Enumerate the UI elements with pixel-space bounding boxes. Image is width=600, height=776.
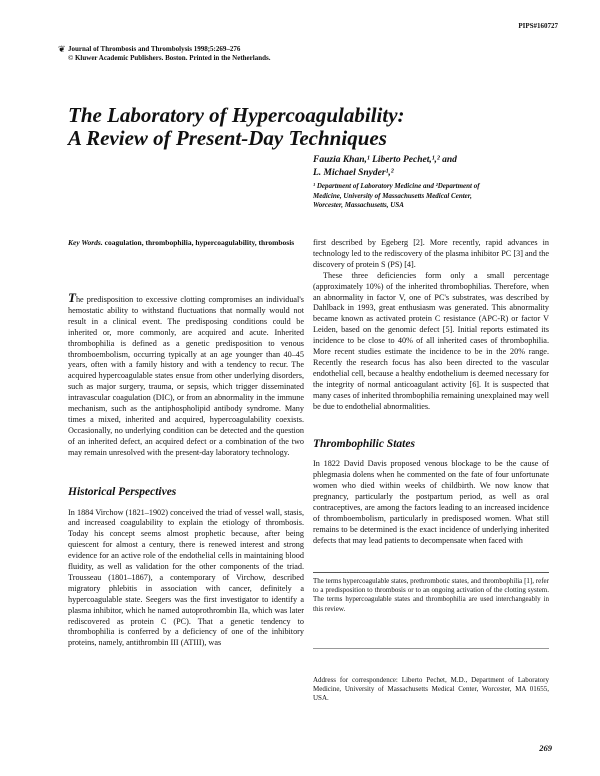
journal-citation: Journal of Thrombosis and Thrombolysis 1998;5:269–276: [68, 45, 241, 53]
keywords-label: Key Words.: [68, 238, 103, 247]
intro-paragraph: The predisposition to excessive clotting compromises an individual's hemostatic ability to withstand fluctuations that normally would not result in a clinical event. The predisposing conditions could be inherited or, more commonly, are acquired and acute. Inherited thrombophilia is defined as a genetic predisposition to venous thromboembolism, occurring typically at an age younger than 40–45 years, often with a family history and with a tendency to recur. The acquired hypercoagulable states ensue from other underlying disorders, such as major surgery, trauma, or sepsis, which trigger disseminated intravascular coagulation (DIC), or from an abnormality in the immune mechanism, such as the antiphospholipid antibody syndrome. Many times a mixed, inherited and acquired, hypercoagulability coexists. Occasionally, no underlying condition can be detected and the question of an inherited defect, an acquired defect or a combination of the two may remain unresolved with the present-day laboratory technology.: [68, 290, 304, 457]
author-list: [313, 154, 457, 180]
affiliation-line-3: Worcester, Massachusetts, USA: [313, 201, 404, 209]
pips-number: PIPS#160727: [518, 22, 558, 30]
correspondence-divider: [313, 648, 549, 649]
title-line-1: The Laboratory of Hypercoagulability:: [68, 103, 405, 127]
article-title: [68, 104, 405, 150]
right-column: [313, 238, 549, 547]
affiliation-line-1: ¹ Department of Laboratory Medicine and ²Department of: [313, 182, 480, 190]
right-paragraph-1: first described by Egeberg [2]. More recently, rapid advances in technology led to the rediscovery of the plasma inhibitor PC [3] and the discovery of protein S (PS) [4].: [313, 238, 549, 269]
right-paragraph-3: In 1822 David Davis proposed venous blockage to be the cause of phlegmasia dolens when he commented on the fate of four unfortunate women who died within weeks of childbirth. We now know that pregnancy, particularly the postpartum period, as well as oral contraceptives, are among the factors leading to an increased incidence of thromboembolism, particularly in predisposed women. What still remains to be determined is the exact incidence of underlying inherited defects that may lead patients to decompensate when faced with: [313, 459, 549, 545]
affiliation-line-2: Medicine, University of Massachusetts Medical Center,: [313, 191, 472, 200]
publisher-logo-icon: ❦: [58, 44, 66, 54]
journal-copyright: © Kluwer Academic Publishers. Boston. Printed in the Netherlands.: [68, 54, 271, 62]
affiliations: [313, 182, 553, 211]
authors-line-2: L. Michael Snyder¹,²: [313, 168, 394, 178]
right-paragraph-2: These three deficiencies form only a small percentage (approximately 10%) of the inherited thrombophilias. Therefore, when an abnormality in factor V, one of PC's substrates, was described by Dahlback in 1993, great enthusiasm was generated. This abnormality became known as activated protein C resistance (APC-R) or factor V Leiden, based on the genomic defect [5]. Initial reports estimated its incidence to be close to 40% of all inherited cases of thrombophilia. More recent studies estimate the incidence to be in the 20% range. Recently the research focus has also been directed to the vascular endothelial cell, because a healthy endothelium is deemed necessary for the integrity of normal anticoagulant activity [6]. It is suspected that many cases of inherited thrombophilia remaining unexplained may well be due to endothelial abnormalities.: [313, 270, 549, 411]
keywords-list: coagulation, thrombophilia, hypercoagulability, thrombosis: [104, 238, 295, 247]
historical-paragraph: In 1884 Virchow (1821–1902) conceived the triad of vessel wall, stasis, and increased coagulability to explain the etiology of thrombosis. Today his concept seems almost prophetic because, after being quiescent for almost a century, there is renewed interest and strong evidence for an active role of the endothelial cells in maintaining blood fluidity, as well as validation for the other components of the triad. Trousseau (1801–1867), a contemporary of Virchow, described migratory phlebitis in association with cancer, definitely a hypercoagulable state. Seegers was the first investigator to identify a plasma inhibitor, which he named autoprothrombin IIa, which was later rediscovered as protein C (PC). That a genetic tendency to thrombophilia is conferred by a deficiency of one of the inhibitory proteins, namely, antithrombin III (ATIII), was: [68, 507, 304, 648]
title-line-2: A Review of Present-Day Techniques: [68, 126, 387, 150]
journal-header: [68, 45, 270, 63]
keywords: [68, 238, 304, 248]
page-number: 269: [539, 743, 552, 753]
footnote-divider: [313, 572, 549, 573]
section-heading-thrombophilic: Thrombophilic States: [313, 437, 415, 450]
section-heading-historical: Historical Perspectives: [68, 485, 177, 498]
footnote: The terms hypercoagulable states, prethrombotic states, and thrombophilia [1], refer to a predisposition to thrombosis or to an ongoing activation of the clotting system. The terms hypercoagulable states and thrombophilia are used interchangeably in this review.: [313, 577, 549, 613]
left-column: [68, 290, 304, 649]
authors-line-1: Fauzia Khan,¹ Liberto Pechet,¹,² and: [313, 155, 457, 165]
correspondence-note: Address for correspondence: Liberto Pechet, M.D., Department of Laboratory Medicine, University of Massachusetts Medical Center, Worcester, MA 01655, USA.: [313, 676, 549, 703]
